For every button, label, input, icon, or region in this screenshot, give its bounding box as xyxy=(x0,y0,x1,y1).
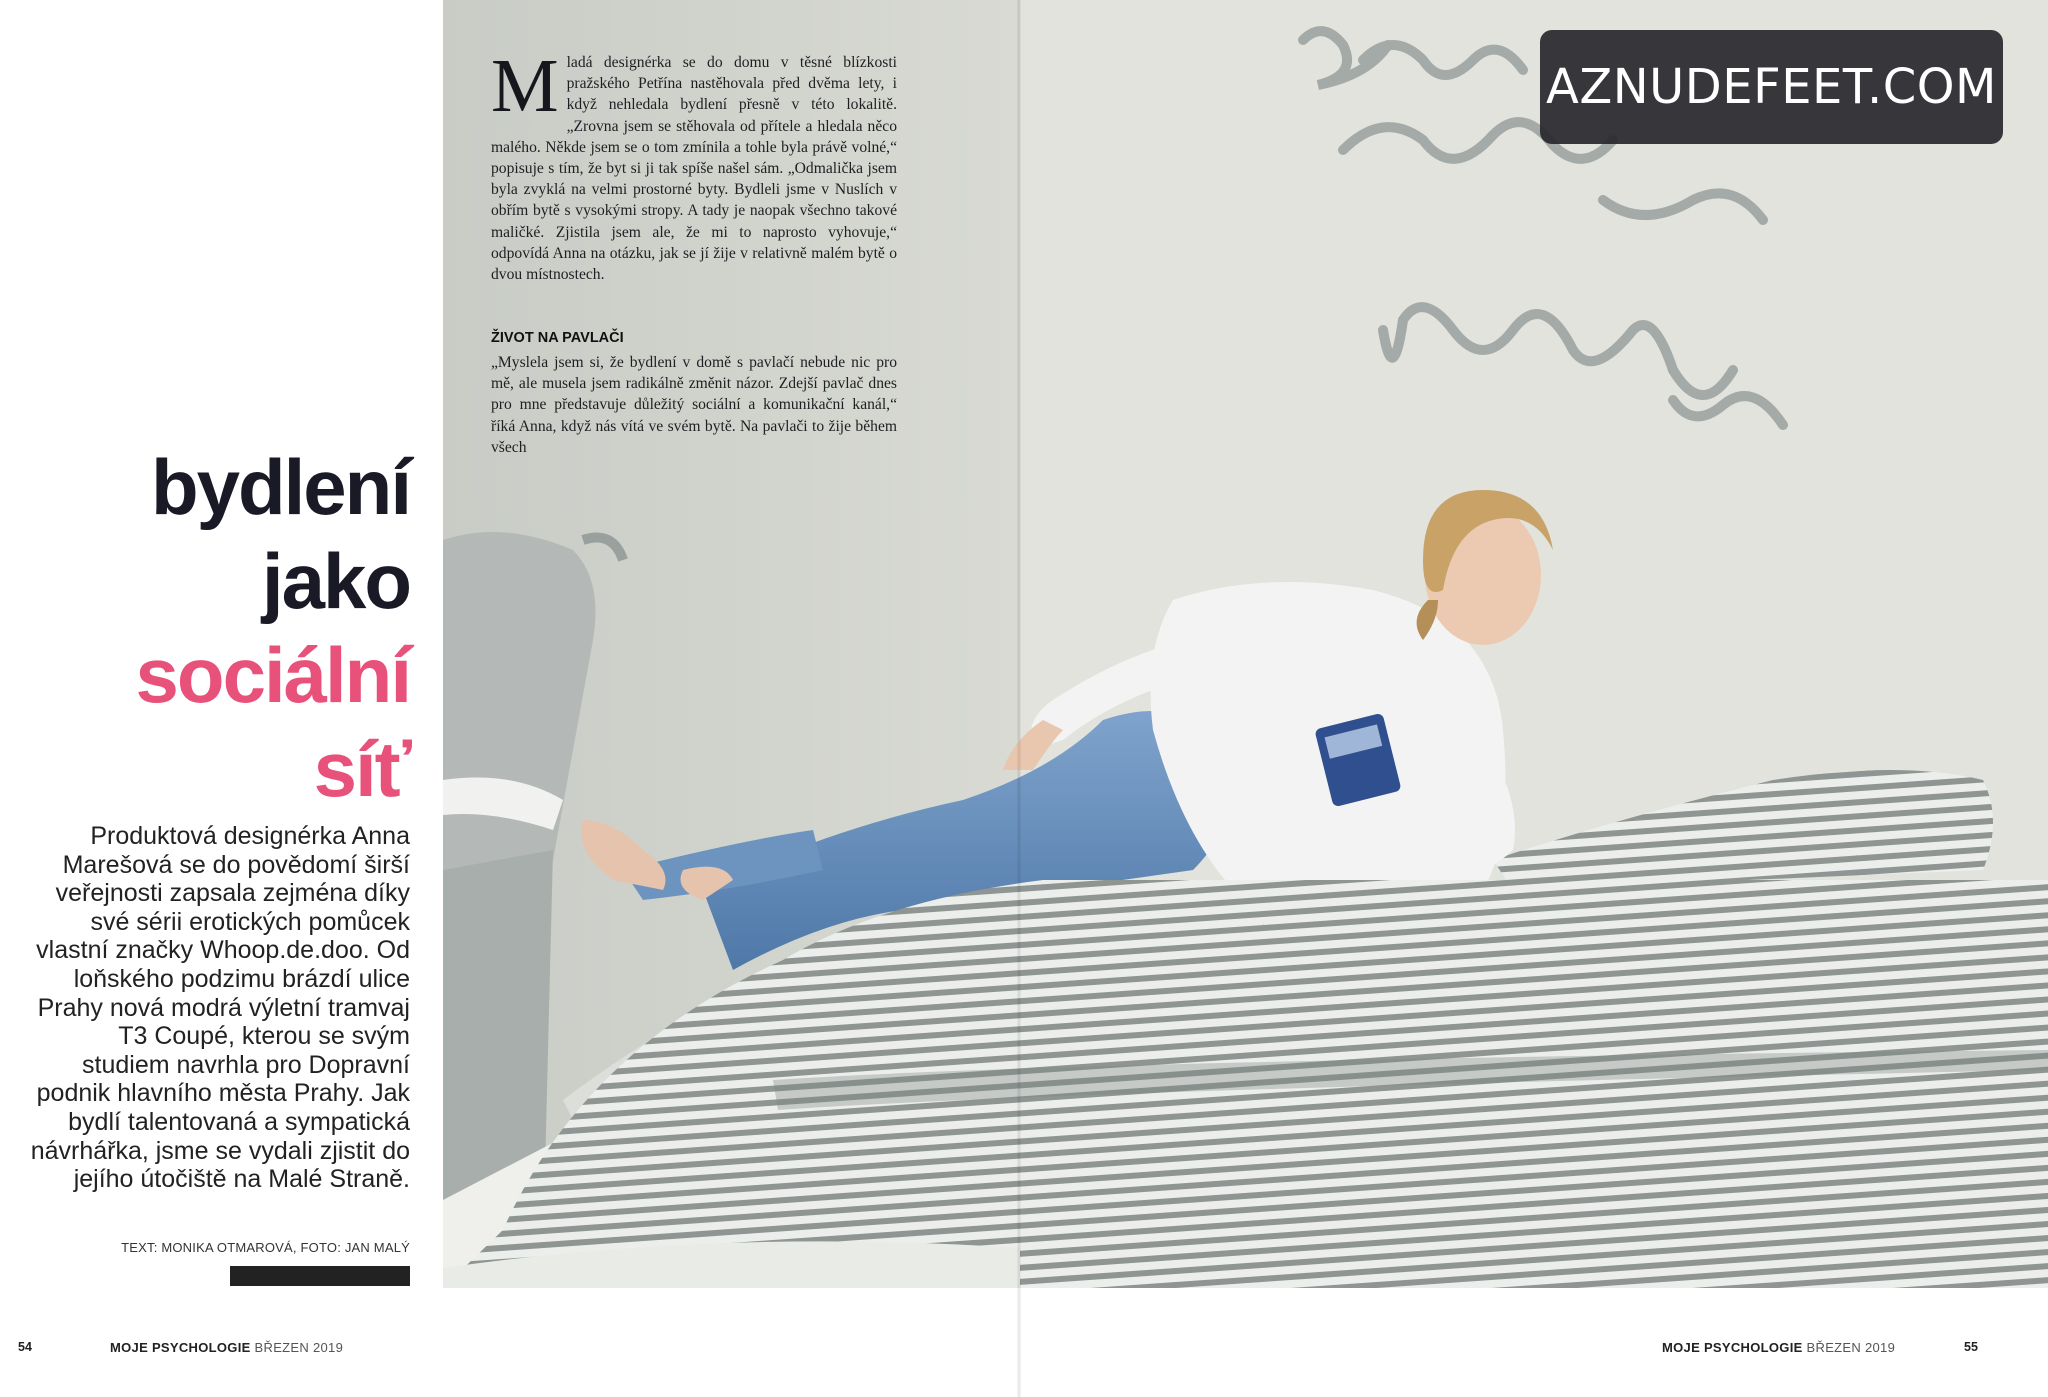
lead-paragraph: Produktová designérka Anna Marešová se do povědomí širší veřejnosti zapsala zejména díky své sérii erotických pomůcek vlastní značky Whoop.de.doo. Od loňského podzimu brázdí ulice Prahy nová modrá výletní tramvaj T3 Coupé, kterou se svým studiem navrhla pro Dopravní podnik hlavního města Prahy. Jak bydlí talentovaná a sympatická návrhářka, jsme se vydali zjistit do jejího útočiště na Malé Straně. xyxy=(30,822,410,1194)
headline-line-1: bydlení xyxy=(150,443,410,531)
credit-bar xyxy=(230,1266,410,1286)
footer-issue-right: BŘEZEN 2019 xyxy=(1806,1340,1896,1355)
page-number-right: 55 xyxy=(1964,1340,1978,1354)
footer-magazine-left: MOJE PSYCHOLOGIE xyxy=(110,1340,251,1355)
headline-line-4: síť xyxy=(313,725,410,813)
section-paragraph: „Myslela jsem si, že bydlení v domě s pavlačí nebude nic pro mě, ale musela jsem radikálně změnit názor. Zdejší pavlač dnes pro mne představuje důležitý sociální a komunikační kanál,“ říká Anna, když nás vítá ve svém bytě. Na pavlači to žije během všech xyxy=(491,354,897,456)
footer-issue-left: BŘEZEN 2019 xyxy=(254,1340,344,1355)
headline xyxy=(136,440,410,816)
footer-right xyxy=(1662,1340,1895,1355)
article-intro-text: ladá designérka se do domu v těsné blízkosti pražského Petřína nastěhovala před dvěma lety, i když nehledala bydlení přesně v této lokalitě. „Zrovna jsem se stěhovala od přítele a hledala něco malého. Někde jsem se o tom zmínila a tohle byla právě volné,“ popisuje s tím, že byt si ji tak spíše našel sám. „Odmalička jsem byla zvyklá na velmi prostorné byty. Bydleli jsme v Nuslích v obřím bytě s vysokými stropy. A tady je naopak všechno takové maličké. Zjistila jsem ale, že mi to naprosto vyhovuje,“ odpovídá Anna na otázku, jak se jí žije v relativně malém bytě o dvou místnostech. xyxy=(491,54,897,284)
footer-magazine-right: MOJE PSYCHOLOGIE xyxy=(1662,1340,1803,1355)
page-number-left: 54 xyxy=(18,1340,32,1354)
footer-left xyxy=(110,1340,343,1355)
headline-line-2: jako xyxy=(261,537,410,625)
article-intro xyxy=(491,44,897,285)
watermark-badge: AZNUDEFEET.COM xyxy=(1540,30,2003,144)
article-credits: TEXT: MONIKA OTMAROVÁ, FOTO: JAN MALÝ xyxy=(121,1240,410,1255)
section-subhead: ŽIVOT NA PAVLAČI xyxy=(491,330,624,346)
headline-line-3: sociální xyxy=(135,631,410,719)
dropcap: M xyxy=(491,44,559,128)
page-gutter xyxy=(1017,0,1021,1397)
